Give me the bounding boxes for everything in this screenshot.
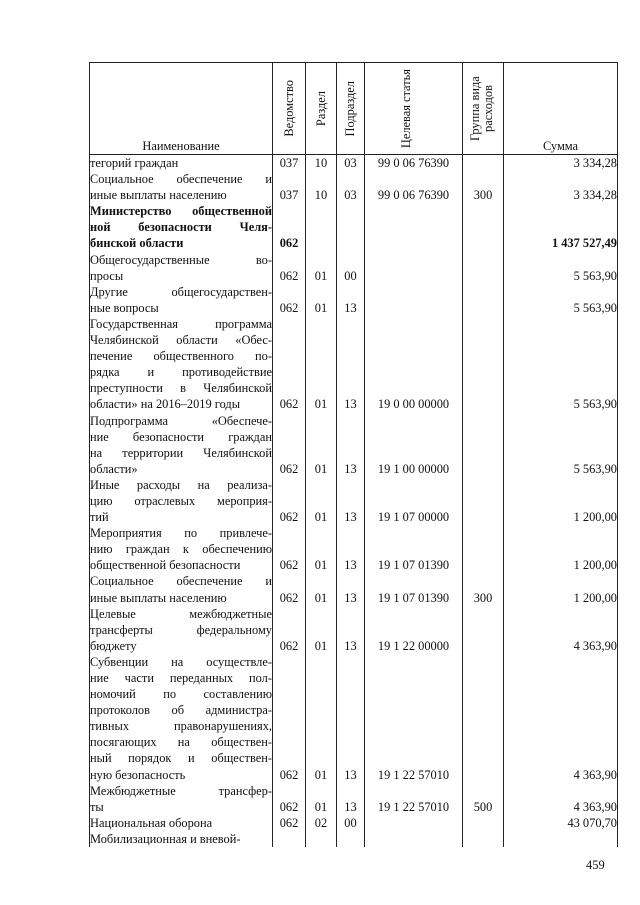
row-name-line: Национальная оборона xyxy=(90,815,213,830)
row-name xyxy=(90,477,273,525)
row-group xyxy=(463,203,504,251)
row-subsection: 03 xyxy=(337,155,365,172)
row-name-line: ты xyxy=(90,799,104,814)
row-section xyxy=(306,831,337,847)
row-name-line: тий xyxy=(90,510,109,525)
table-row xyxy=(90,654,618,783)
table-row xyxy=(90,171,618,203)
row-name-line: Социальное обеспечение и xyxy=(90,172,272,187)
table-row xyxy=(90,477,618,525)
row-name-line: Другие общегосударствен- xyxy=(90,284,272,299)
row-section xyxy=(306,203,337,251)
row-name xyxy=(90,606,273,654)
row-group xyxy=(463,316,504,413)
row-dept: 062 xyxy=(273,573,306,605)
row-sum: 5 563,90 xyxy=(504,252,618,284)
row-name xyxy=(90,815,273,831)
row-group xyxy=(463,284,504,316)
row-target: 99 0 06 76390 xyxy=(365,171,463,203)
row-sum: 1 200,00 xyxy=(504,525,618,573)
row-target xyxy=(365,252,463,284)
row-target xyxy=(365,815,463,831)
row-subsection: 13 xyxy=(337,525,365,573)
row-sum: 4 363,90 xyxy=(504,783,618,815)
row-dept: 037 xyxy=(273,155,306,172)
row-section: 01 xyxy=(306,252,337,284)
row-group xyxy=(463,831,504,847)
header-sum: Сумма xyxy=(504,63,618,155)
row-dept xyxy=(273,831,306,847)
header-dept: Ведомство xyxy=(273,63,306,155)
row-section: 01 xyxy=(306,477,337,525)
row-dept: 062 xyxy=(273,783,306,815)
row-name-line: ние части переданных пол- xyxy=(90,671,272,685)
row-subsection: 00 xyxy=(337,252,365,284)
row-dept: 062 xyxy=(273,525,306,573)
table-row xyxy=(90,316,618,413)
row-name-line: на территории Челябинской xyxy=(90,445,272,460)
row-name-line: Подпрограмма «Обеспече- xyxy=(90,413,272,428)
row-section: 01 xyxy=(306,573,337,605)
table-row xyxy=(90,525,618,573)
row-section: 02 xyxy=(306,815,337,831)
row-target: 19 0 00 00000 xyxy=(365,316,463,413)
row-section: 01 xyxy=(306,525,337,573)
row-target: 99 0 06 76390 xyxy=(365,155,463,172)
row-name-line: Межбюджетные трансфер- xyxy=(90,783,272,798)
row-subsection: 13 xyxy=(337,477,365,525)
header-name: Наименование xyxy=(90,63,273,155)
row-sum: 3 334,28 xyxy=(504,171,618,203)
row-name-line: Целевые межбюджетные xyxy=(90,606,272,621)
row-section: 10 xyxy=(306,155,337,172)
row-name-line: Челябинской области «Обес- xyxy=(90,333,272,348)
row-name-line: Министерство общественной xyxy=(90,204,272,219)
row-subsection: 13 xyxy=(337,573,365,605)
row-target xyxy=(365,284,463,316)
table-row xyxy=(90,573,618,605)
row-subsection: 13 xyxy=(337,316,365,413)
row-name xyxy=(90,171,273,203)
row-dept: 062 xyxy=(273,815,306,831)
row-name-line: бинской области xyxy=(90,236,184,251)
row-name-line: ную безопасность xyxy=(90,767,186,782)
row-name xyxy=(90,831,273,847)
row-name-line: трансферты федеральному xyxy=(90,622,272,637)
row-name-line: нию граждан к обеспечению xyxy=(90,542,272,557)
row-target xyxy=(365,203,463,251)
row-name-line: Иные расходы на реализа- xyxy=(90,477,272,492)
table-row xyxy=(90,252,618,284)
row-subsection xyxy=(337,203,365,251)
table-row xyxy=(90,815,618,831)
table-row xyxy=(90,284,618,316)
row-section: 01 xyxy=(306,606,337,654)
row-section: 01 xyxy=(306,284,337,316)
row-name-line: Государственная программа xyxy=(90,316,272,331)
row-dept: 062 xyxy=(273,606,306,654)
row-name-line: ные вопросы xyxy=(90,300,159,315)
row-section: 01 xyxy=(306,783,337,815)
row-sum: 3 334,28 xyxy=(504,155,618,172)
table-row xyxy=(90,155,618,172)
row-name-line: общественной безопасности xyxy=(90,558,241,573)
row-group xyxy=(463,477,504,525)
row-sum xyxy=(504,831,618,847)
row-group xyxy=(463,252,504,284)
table-body xyxy=(90,155,618,848)
row-section: 01 xyxy=(306,654,337,783)
row-name xyxy=(90,573,273,605)
row-name-line: посягающих на обществен- xyxy=(90,735,272,750)
row-target: 19 1 22 00000 xyxy=(365,606,463,654)
header-target: Целевая статья xyxy=(365,63,463,155)
row-sum: 1 200,00 xyxy=(504,477,618,525)
row-name-line: ный порядок и обществен- xyxy=(90,751,272,766)
row-dept: 062 xyxy=(273,413,306,477)
table-row xyxy=(90,606,618,654)
row-name-line: печение общественного по- xyxy=(90,349,272,364)
row-dept: 062 xyxy=(273,316,306,413)
row-sum: 5 563,90 xyxy=(504,316,618,413)
row-group xyxy=(463,815,504,831)
row-section: 01 xyxy=(306,316,337,413)
row-subsection: 00 xyxy=(337,815,365,831)
row-name-line: области» на 2016–2019 годы xyxy=(90,397,241,412)
row-name-line: Социальное обеспечение и xyxy=(90,574,272,589)
row-sum: 5 563,90 xyxy=(504,413,618,477)
row-name-line: Общегосударственные во- xyxy=(90,252,272,267)
row-name-line: номочий по составлению xyxy=(90,687,272,702)
budget-table xyxy=(89,62,618,847)
row-target: 19 1 22 57010 xyxy=(365,783,463,815)
row-subsection: 13 xyxy=(337,606,365,654)
row-name xyxy=(90,525,273,573)
table-row xyxy=(90,783,618,815)
row-name xyxy=(90,252,273,284)
header-section: Раздел xyxy=(306,63,337,155)
row-group: 500 xyxy=(463,783,504,815)
row-name-line: преступности в Челябинской xyxy=(90,381,272,396)
row-name xyxy=(90,654,273,783)
row-name-line: области» xyxy=(90,461,138,476)
row-sum: 43 070,70 xyxy=(504,815,618,831)
row-subsection: 13 xyxy=(337,654,365,783)
table-row xyxy=(90,203,618,251)
row-subsection: 03 xyxy=(337,171,365,203)
row-target xyxy=(365,831,463,847)
row-name-line: бюджету xyxy=(90,638,137,653)
row-group xyxy=(463,654,504,783)
row-name-line: тегорий граждан xyxy=(90,156,179,170)
row-name xyxy=(90,284,273,316)
row-name xyxy=(90,783,273,815)
row-name-line: Субвенции на осуществле- xyxy=(90,654,272,669)
row-subsection: 13 xyxy=(337,284,365,316)
row-name-line: тивных правонарушениях, xyxy=(90,719,272,734)
row-group: 300 xyxy=(463,171,504,203)
row-name xyxy=(90,155,273,172)
row-name xyxy=(90,413,273,477)
row-target: 19 1 00 00000 xyxy=(365,413,463,477)
row-group: 300 xyxy=(463,573,504,605)
row-sum: 1 200,00 xyxy=(504,573,618,605)
table-row xyxy=(90,831,618,847)
row-name-line: иные выплаты населению xyxy=(90,188,227,203)
row-section: 01 xyxy=(306,413,337,477)
table-row xyxy=(90,413,618,477)
row-group xyxy=(463,413,504,477)
row-sum: 5 563,90 xyxy=(504,284,618,316)
header-subsection: Подраздел xyxy=(337,63,365,155)
header-group: Группа вида расходов xyxy=(463,63,504,155)
table-header xyxy=(90,63,618,155)
row-name-line: протоколов об администра- xyxy=(90,703,272,718)
row-subsection xyxy=(337,831,365,847)
row-dept: 062 xyxy=(273,252,306,284)
row-target: 19 1 07 00000 xyxy=(365,477,463,525)
row-name-line: просы xyxy=(90,268,124,283)
row-target: 19 1 07 01390 xyxy=(365,573,463,605)
row-target: 19 1 07 01390 xyxy=(365,525,463,573)
row-section: 10 xyxy=(306,171,337,203)
row-name xyxy=(90,316,273,413)
row-dept: 037 xyxy=(273,171,306,203)
row-name-line: ной безопасности Челя- xyxy=(90,220,272,235)
row-name-line: цию отраслевых мероприя- xyxy=(90,493,272,508)
row-dept: 062 xyxy=(273,654,306,783)
row-subsection: 13 xyxy=(337,413,365,477)
row-name-line: иные выплаты населению xyxy=(90,590,227,605)
row-dept: 062 xyxy=(273,284,306,316)
row-name-line: Мобилизационная и вневой- xyxy=(90,831,241,846)
row-name xyxy=(90,203,273,251)
row-group xyxy=(463,155,504,172)
row-target: 19 1 22 57010 xyxy=(365,654,463,783)
row-dept: 062 xyxy=(273,203,306,251)
row-sum: 4 363,90 xyxy=(504,606,618,654)
row-name-line: Мероприятия по привлече- xyxy=(90,526,272,541)
row-sum: 1 437 527,49 xyxy=(504,203,618,251)
row-dept: 062 xyxy=(273,477,306,525)
row-subsection: 13 xyxy=(337,783,365,815)
row-name-line: ние безопасности граждан xyxy=(90,429,272,444)
row-group xyxy=(463,606,504,654)
row-group xyxy=(463,525,504,573)
row-name-line: рядка и противодействие xyxy=(90,365,272,380)
page-number: 459 xyxy=(586,858,605,872)
row-sum: 4 363,90 xyxy=(504,654,618,783)
